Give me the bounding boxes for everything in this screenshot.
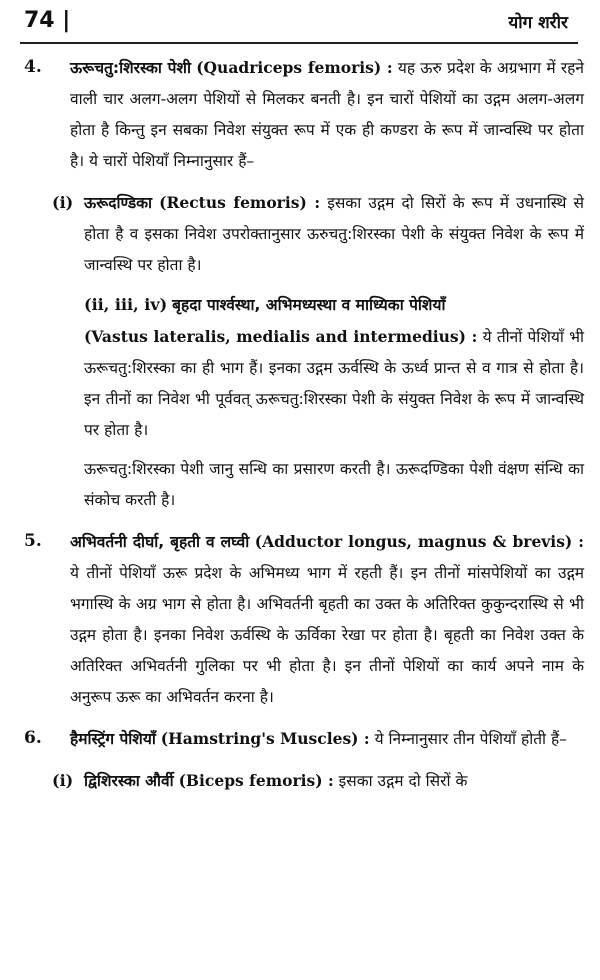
item-paragraph	[70, 526, 584, 713]
sub-item-number: (ii, iii, iv)	[84, 295, 168, 314]
sub-item-paragraph	[84, 321, 584, 446]
page-number: 74 |	[24, 8, 71, 33]
sub-item-heading-latin: (Vastus lateralis, medialis and intermedius) :	[84, 327, 478, 346]
sub-item-biceps-femoris	[24, 765, 584, 797]
item-text: ये निम्नानुसार तीन पेशियाँ होती हैं–	[369, 730, 567, 748]
page-body	[24, 52, 584, 805]
sub-item-text: इसका उद्गम दो सिरों के रूप में उधनास्थि से होता है व इसका निवेश उपरोक्तानुसार ऊरुचतु:शिरस्का पेशी के संयुक्त निवेश के रूप में जान्वस्थि पर होता है।	[84, 194, 584, 274]
running-title: योग शरीर	[508, 13, 568, 33]
header-rule	[20, 42, 578, 44]
sub-item-paragraph	[84, 187, 584, 281]
item-heading-latin: (Hamstring's Muscles) :	[160, 729, 370, 748]
sub-item-number: (i)	[52, 193, 74, 212]
item-note: ऊरूचतु:शिरस्का पेशी जानु सन्धि का प्रसारण करती है। ऊरूदण्डिका पेशी वंक्षण संन्धि का संकोच करती है।	[84, 460, 584, 509]
sub-item-heading-latin: (Biceps femoris) :	[178, 771, 334, 790]
sub-item-vastus	[24, 289, 584, 446]
item-paragraph	[70, 723, 584, 755]
sub-item-text: इसका उद्गम दो सिरों के	[333, 772, 468, 790]
sub-item-heading: बृहदा पार्श्वस्था, अभिमध्यस्था व माध्यिका पेशियाँ	[172, 296, 446, 314]
sub-item-text: ये तीनों पेशियाँ भी ऊरूचतु:शिरस्का का ही भाग हैं। इनका उद्गम ऊर्वस्थि के ऊर्ध्व प्रान्त से व गात्र से होता है। इन तीनों का निवेश भी पूर्ववत् ऊरूचतु:शिरस्का पेशी के संयुक्त निवेश के रूप में जान्वस्थि पर होता है।	[84, 328, 584, 439]
item-heading: ऊरूचतु:शिरस्का पेशी	[70, 59, 191, 77]
sub-item-paragraph	[84, 765, 584, 797]
item-number: 4.	[24, 57, 42, 77]
item-text: ये तीनों पेशियाँ ऊरू प्रदेश के अभिमध्य भाग में रहती हैं। इन तीनों मांसपेशियों का उद्गम भगास्थि के अग्र भाग से होता है। अभिवर्तनी बृहती का उक्त के अतिरिक्त कुकुन्दरास्थि से भी उद्गम होता है। इनका निवेश ऊर्वस्थि के ऊर्विका रेखा पर होता है। बृहती का निवेश उक्त के अतिरिक्त अभिवर्तनी गुलिका पर भी होता है। इन तीनों पेशियों का कार्य अपने नाम के अनुरूप ऊरू का अभिवर्तन करना है।	[70, 564, 584, 706]
sub-item-rectus-femoris	[24, 187, 584, 281]
page-header	[0, 0, 600, 46]
sub-item-number: (i)	[52, 771, 74, 790]
sub-item-heading: ऊरूदण्डिका	[84, 194, 153, 212]
list-item-6	[24, 723, 584, 755]
item-heading: अभिवर्तनी दीर्घा, बृहती व लघ्वी	[70, 533, 250, 551]
list-item-5	[24, 526, 584, 713]
item-text: यह ऊरु प्रदेश के अग्रभाग में रहने वाली चार अलग-अलग पेशियों से मिलकर बनती है। इन चारों पेशियों का उद्गम अलग-अलग होता है किन्तु इन सबका निवेश संयुक्त रूप में एक ही कण्डरा के रूप में जान्वस्थि पर होता है। ये चारों पेशियाँ निम्नानुसार हैं–	[70, 59, 584, 170]
item-heading: हैमस्ट्रिंग पेशियाँ	[70, 730, 156, 748]
sub-item-heading: द्विशिरस्का और्वी	[84, 772, 174, 790]
list-item-4	[24, 52, 584, 177]
sub-item-heading-latin: (Rectus femoris) :	[159, 193, 321, 212]
item-heading-latin: (Quadriceps femoris) :	[196, 58, 393, 77]
item-heading-latin: (Adductor longus, magnus & brevis) :	[254, 532, 584, 551]
item-paragraph	[70, 52, 584, 177]
item-number: 6.	[24, 728, 42, 748]
item-number: 5.	[24, 531, 42, 551]
